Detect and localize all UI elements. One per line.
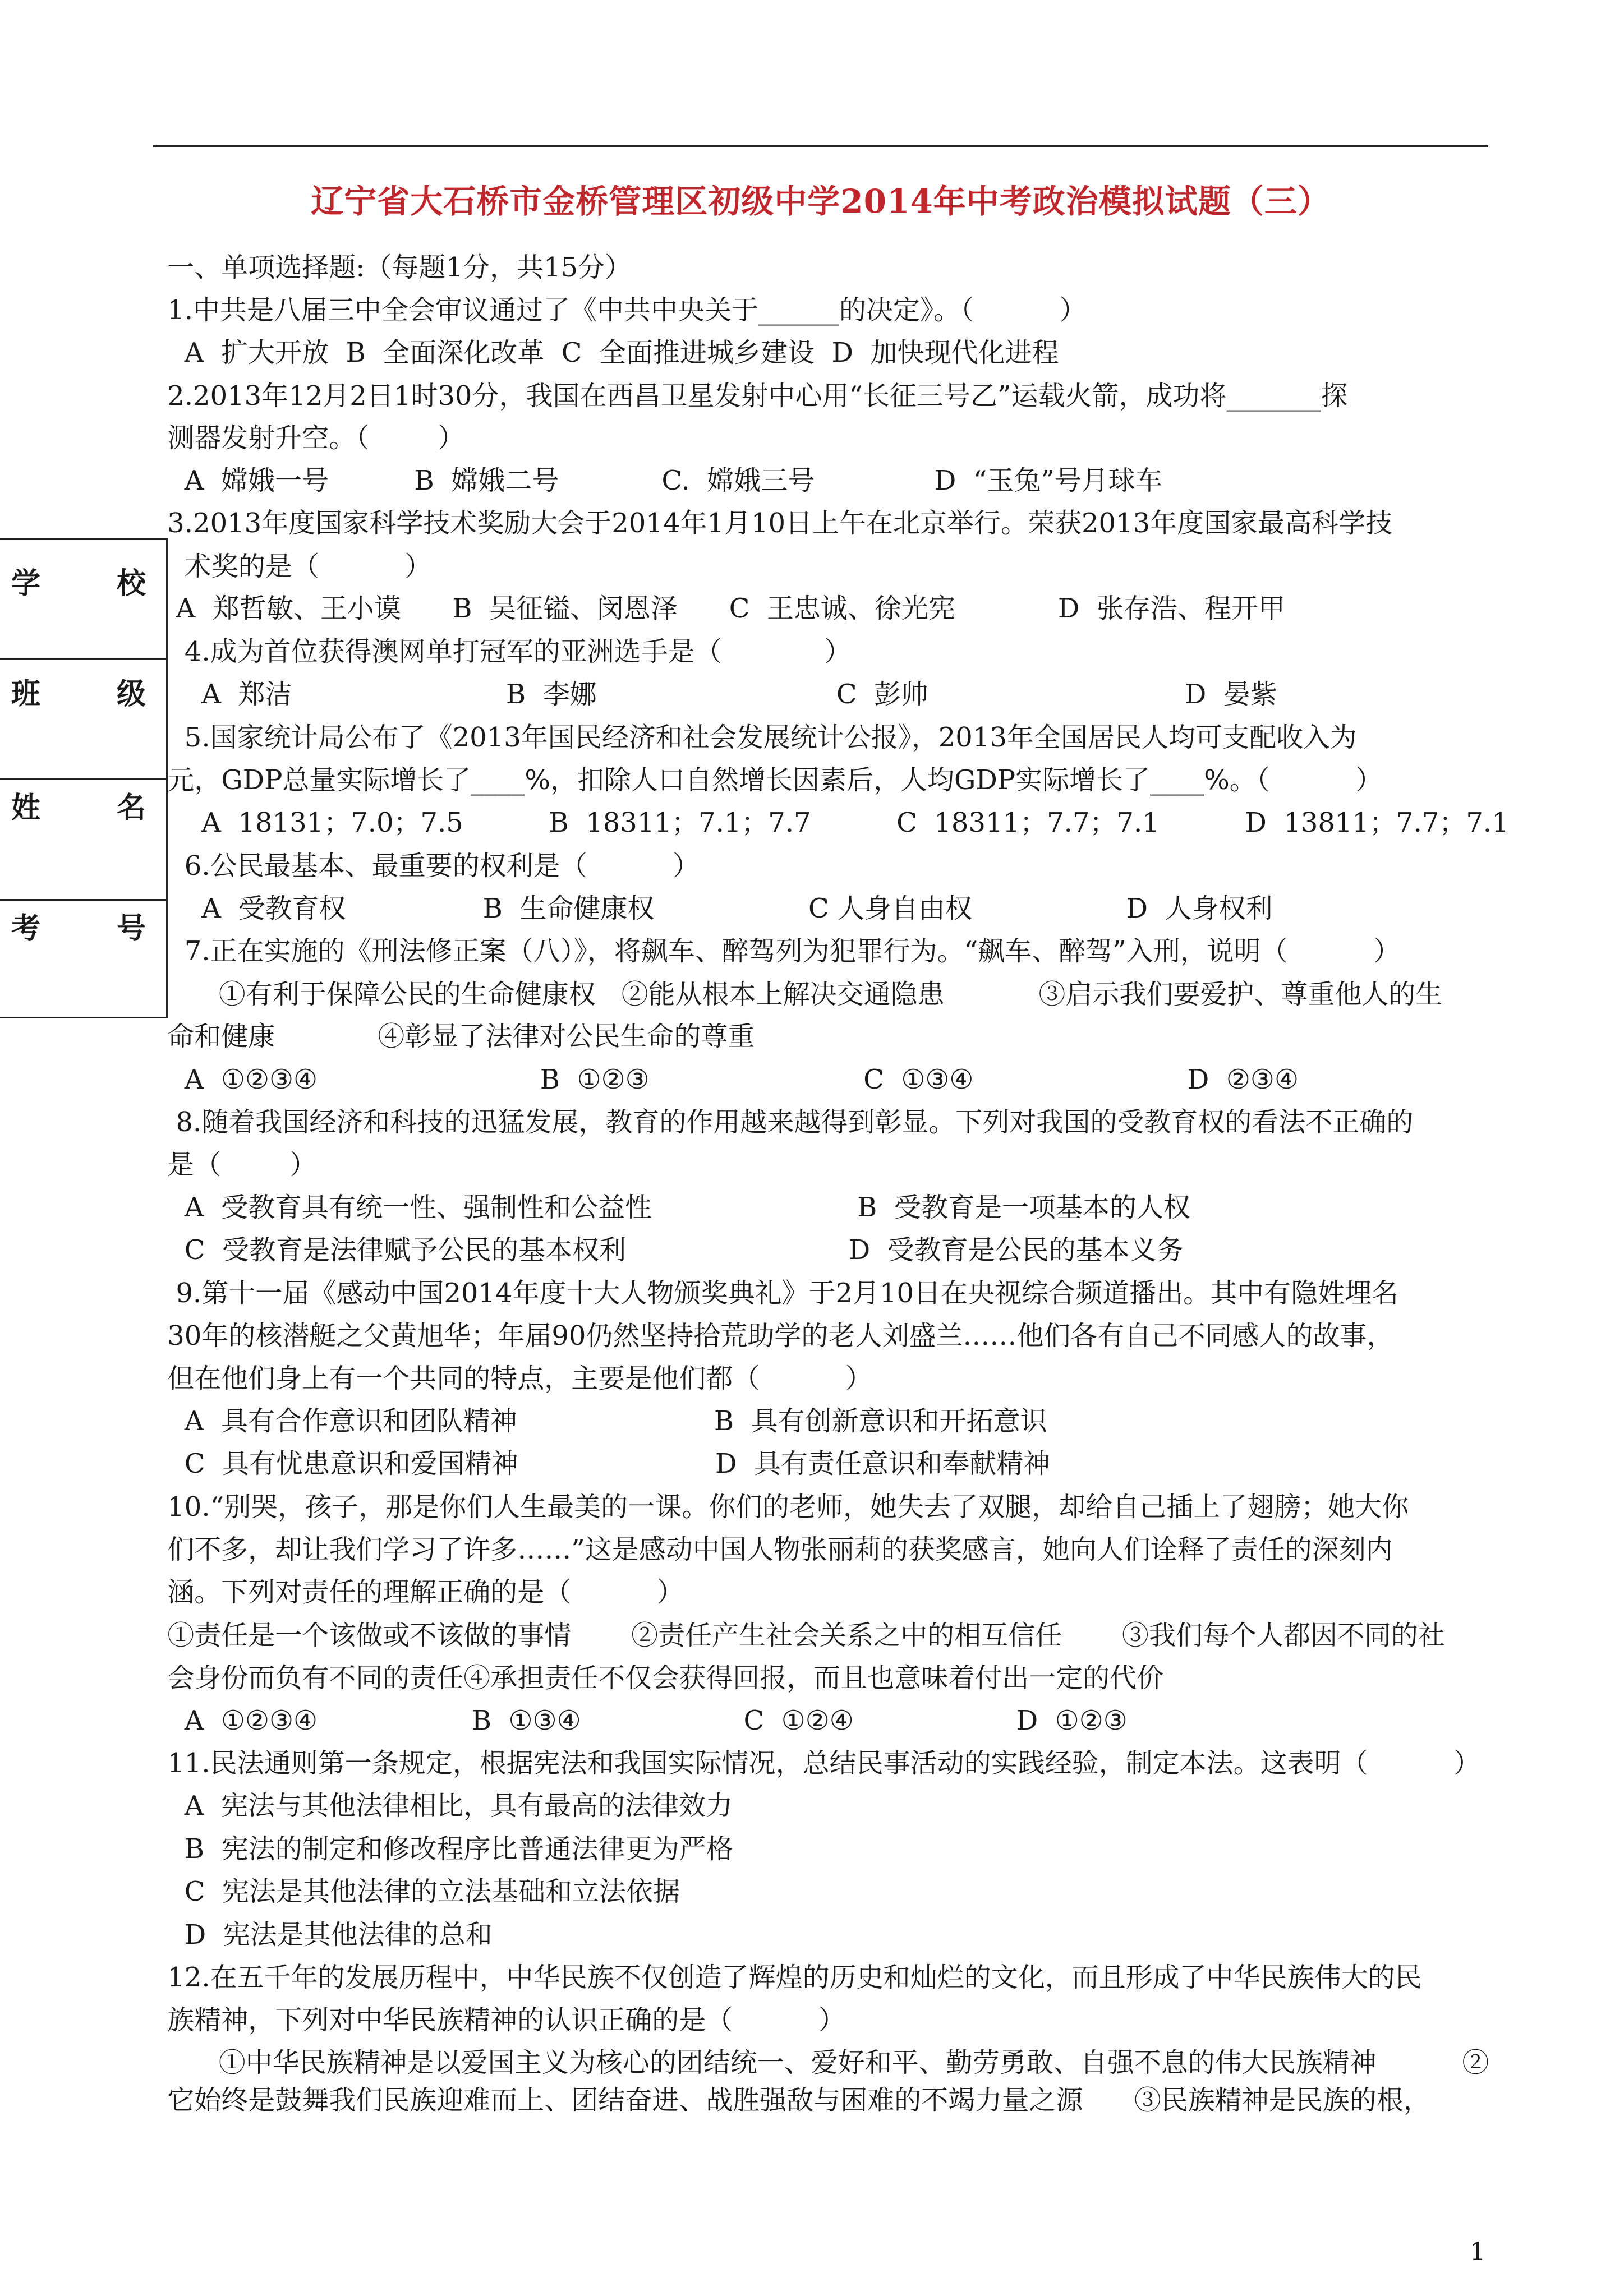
text-line: 9.第十一届《感动中国2014年度十大人物颁奖典礼》于2月10日在央视综合频道播出。其中有隐姓埋名	[159, 1278, 1399, 1309]
text-line: A 受教育具有统一性、强制性和公益性 B 受教育是一项基本的人权	[159, 1192, 1190, 1223]
text-line: 命和健康 ④彰显了法律对公民生命的尊重	[159, 1021, 755, 1052]
text-line: A 受教育权 B 生命健康权 C 人身自由权 D 人身权利	[159, 893, 1273, 924]
text-line: 一、单项选择题:（每题1分，共15分）	[159, 252, 632, 283]
text-line: A ①②③④ B ①③④ C ①②④ D ①②③	[159, 1705, 1128, 1736]
text-line: A 宪法与其他法律相比，具有最高的法律效力	[159, 1790, 733, 1822]
text-line: 元，GDP总量实际增长了____%，扣除人口自然增长因素后，人均GDP实际增长了____%。（ ）	[159, 764, 1383, 796]
text-line: C 具有忧患意识和爱国精神 D 具有责任意识和奉献精神	[159, 1448, 1050, 1479]
text-line: 涵。下列对责任的理解正确的是（ ）	[159, 1576, 684, 1608]
text-line: ①责任是一个该做或不该做的事情 ②责任产生社会关系之中的相互信任 ③我们每个人都因不同的社	[159, 1620, 1445, 1651]
student-info-box	[0, 538, 168, 1018]
text-line: 12.在五千年的发展历程中，中华民族不仅创造了辉煌的历史和灿烂的文化，而且形成了中华民族伟大的民	[159, 1962, 1422, 1993]
text-line: 1.中共是八届三中全会审议通过了《中共中央关于______的决定》。（ ）	[159, 294, 1087, 326]
text-line: 但在他们身上有一个共同的特点，主要是他们都（ ）	[159, 1363, 872, 1394]
text-line: A 嫦娥一号 B 嫦娥二号 C. 嫦娥三号 D “玉兔”号月球车	[159, 465, 1162, 496]
text-line: A 扩大开放 B 全面深化改革 C 全面推进城乡建设 D 加快现代化进程	[159, 337, 1059, 368]
exam-number-label: 考 号	[11, 912, 146, 946]
text-line: 们不多，却让我们学习了许多……”这是感动中国人物张丽莉的获奖感言，她向人们诠释了责任的深刻内	[159, 1534, 1393, 1565]
text-line: C 宪法是其他法律的立法基础和立法依据	[159, 1876, 680, 1907]
text-line: A 具有合作意识和团队精神 B 具有创新意识和开拓意识	[159, 1405, 1047, 1437]
text-line: ①中华民族精神是以爱国主义为核心的团结统一、爱好和平、勤劳勇敢、自强不息的伟大民族精神 ②	[159, 2047, 1489, 2078]
text-line: 是（ ）	[159, 1149, 317, 1181]
text-line: A 郑哲敏、王小谟 B 吴征镒、闵恩泽 C 王忠诚、徐光宪 D 张存浩、程开甲	[159, 593, 1285, 624]
name-label: 姓 名	[11, 791, 146, 825]
text-line: 会身份而负有不同的责任④承担责任不仅会获得回报，而且也意味着付出一定的代价	[159, 1662, 1164, 1694]
text-line: B 宪法的制定和修改程序比普通法律更为严格	[159, 1833, 733, 1865]
text-line: 族精神，下列对中华民族精神的认识正确的是（ ）	[159, 2004, 845, 2036]
text-line: 6.公民最基本、最重要的权利是（ ）	[159, 850, 700, 882]
text-line: A 郑洁 B 李娜 C 彭帅 D 晏紫	[159, 679, 1277, 710]
text-line: A ①②③④ B ①②③ C ①③④ D ②③④	[159, 1064, 1299, 1095]
text-line: 它始终是鼓舞我们民族迎难而上、团结奋进、战胜强敌与困难的不竭力量之源 ③民族精神是民族的根，	[159, 2085, 1430, 2116]
text-line: 10.“别哭，孩子，那是你们人生最美的一课。你们的老师，她失去了双腿，却给自己插上了翅膀；她大你	[159, 1491, 1409, 1523]
info-divider	[0, 899, 166, 901]
header-rule	[153, 145, 1488, 147]
text-line: A 18131；7.0；7.5 B 18311；7.1；7.7 C 18311；7.7；7.1 D 13811；7.7；7.1	[159, 807, 1509, 838]
text-line: 30年的核潜艇之父黄旭华；年届90仍然坚持拾荒助学的老人刘盛兰……他们各有自己不同感人的故事，	[159, 1320, 1394, 1352]
info-divider	[0, 658, 166, 660]
text-line: 3.2013年度国家科学技术奖励大会于2014年1月10日上午在北京举行。荣获2013年度国家最高科学技	[159, 508, 1393, 539]
school-label: 学 校	[11, 567, 146, 601]
text-line: D 宪法是其他法律的总和	[159, 1919, 493, 1951]
text-line: C 受教育是法律赋予公民的基本权利 D 受教育是公民的基本义务	[159, 1234, 1184, 1266]
text-line: 7.正在实施的《刑法修正案（八）》，将飙车、醉驾列为犯罪行为。“飙车、醉驾”入刑，说明（ ）	[159, 935, 1401, 967]
document-title: 辽宁省大石桥市金桥管理区初级中学2014年中考政治模拟试题（三）	[311, 182, 1331, 220]
text-line: 4.成为首位获得澳网单打冠军的亚洲选手是（ ）	[159, 636, 852, 667]
text-line: 5.国家统计局公布了《2013年国民经济和社会发展统计公报》，2013年全国居民人均可支配收入为	[159, 722, 1357, 753]
info-divider	[0, 778, 166, 780]
text-line: 测器发射升空。（ ）	[159, 422, 465, 454]
page-number: 1	[1470, 2238, 1485, 2266]
text-line: 术奖的是（ ）	[159, 551, 432, 582]
text-line: 11.民法通则第一条规定，根据宪法和我国实际情况，总结民事活动的实践经验，制定本法。这表明（ ）	[159, 1748, 1481, 1779]
text-line: ①有利于保障公民的生命健康权 ②能从根本上解决交通隐患 ③启示我们要爱护、尊重他人的生	[159, 979, 1443, 1010]
class-label: 班 级	[11, 677, 146, 711]
text-line: 8.随着我国经济和科技的迅猛发展，教育的作用越来越得到彰显。下列对我国的受教育权的看法不正确的	[159, 1106, 1414, 1138]
text-line: 2.2013年12月2日1时30分，我国在西昌卫星发射中心用“长征三号乙”运载火箭，成功将_______探	[159, 380, 1348, 412]
